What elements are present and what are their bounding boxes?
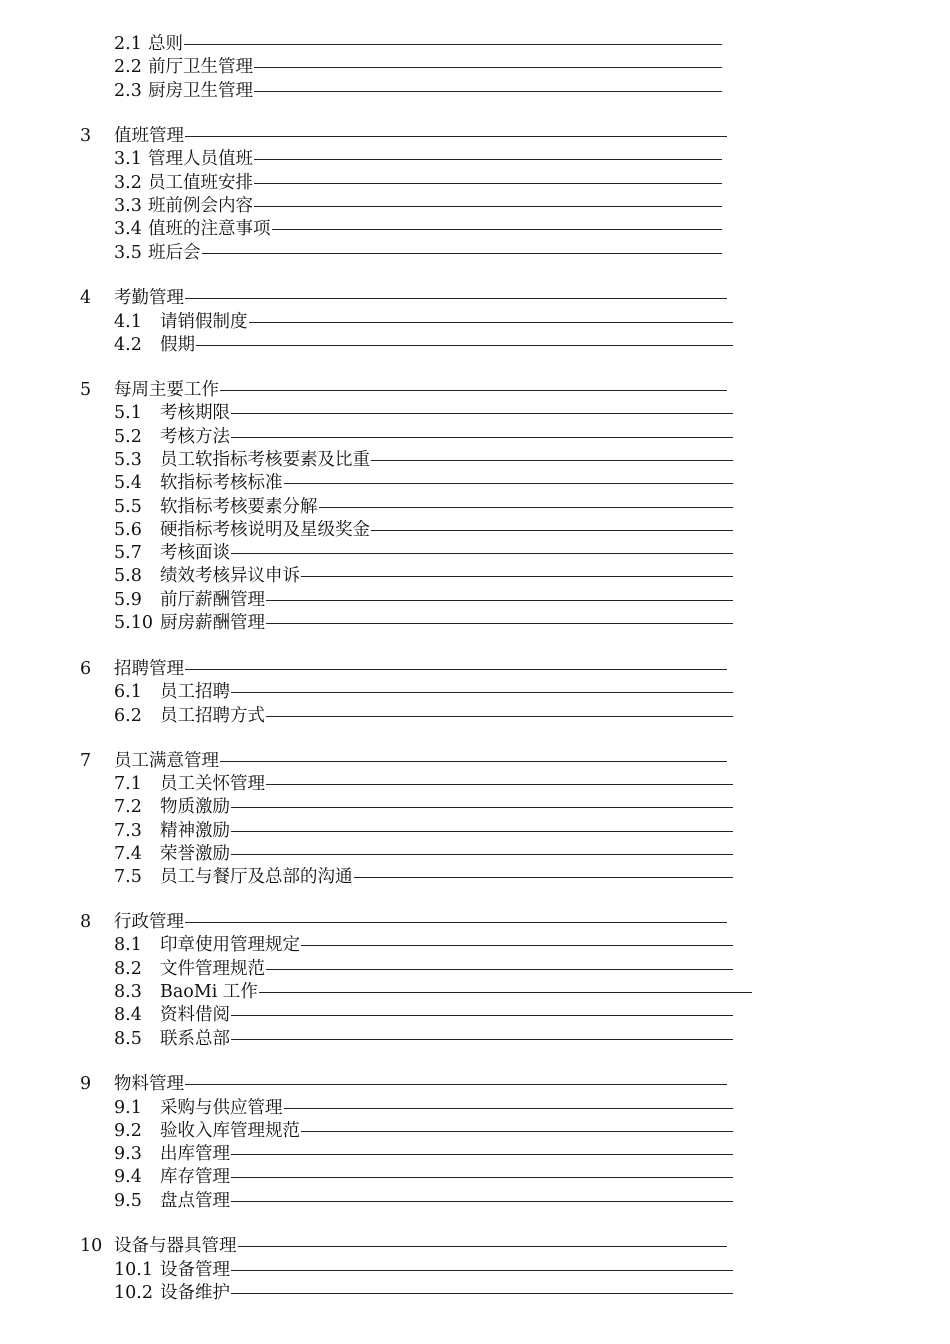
toc-entry[interactable] [114, 194, 722, 218]
toc-entry-title: 考核期限 [160, 403, 230, 423]
toc-entry-title: 招聘管理 [114, 659, 184, 679]
toc-entry-number: 3.1 [114, 149, 142, 169]
toc-entry[interactable] [114, 518, 733, 542]
toc-entry-title: 设备与器具管理 [114, 1236, 237, 1256]
toc-leader-line [354, 877, 734, 878]
toc-entry-title: 前厅卫生管理 [148, 57, 253, 77]
toc-entry[interactable] [114, 957, 733, 981]
toc-entry[interactable] [114, 310, 733, 334]
toc-leader-line [231, 1039, 733, 1040]
toc-entry-number: 7.5 [114, 867, 142, 887]
toc-entry[interactable] [114, 1165, 733, 1189]
toc-entry-number: 8.3 [114, 982, 142, 1002]
toc-leader-line [231, 692, 733, 693]
toc-leader-line [231, 1201, 733, 1202]
toc-entry[interactable] [114, 819, 733, 843]
toc-entry[interactable] [114, 32, 722, 56]
toc-entry-title: 前厅薪酬管理 [160, 590, 265, 610]
toc-leader-line [238, 1246, 728, 1247]
toc-leader-line [231, 437, 733, 438]
toc-entry-number: 8 [80, 912, 92, 932]
toc-entry[interactable] [114, 680, 733, 704]
toc-entry-number: 5.8 [114, 566, 142, 586]
toc-entry[interactable] [114, 588, 733, 612]
toc-entry-number: 8.2 [114, 959, 142, 979]
toc-entry-number: 8.5 [114, 1029, 142, 1049]
toc-entry-number: 5.5 [114, 497, 142, 517]
toc-entry-number: 5.4 [114, 473, 142, 493]
toc-entry-number: 7 [80, 751, 92, 771]
toc-entry[interactable] [114, 1003, 733, 1027]
toc-entry-title: 考核方法 [160, 427, 230, 447]
toc-leader-line [266, 716, 733, 717]
toc-entry-number: 7.2 [114, 797, 142, 817]
toc-entry[interactable] [114, 495, 733, 519]
toc-entry[interactable] [114, 79, 722, 103]
toc-entry-number: 7.4 [114, 844, 142, 864]
toc-leader-line [220, 390, 727, 391]
toc-entry-title: 验收入库管理规范 [160, 1121, 300, 1141]
toc-entry[interactable] [114, 1027, 733, 1051]
toc-entry-title: 精神激励 [160, 821, 230, 841]
toc-entry-number: 5.2 [114, 427, 142, 447]
toc-entry-title: 班前例会内容 [148, 196, 253, 216]
toc-entry-title: 荣誉激励 [160, 844, 230, 864]
toc-entry-number: 7.3 [114, 821, 142, 841]
toc-entry-title: 库存管理 [160, 1167, 230, 1187]
toc-entry-title: 员工满意管理 [114, 751, 219, 771]
toc-leader-line [259, 992, 752, 993]
toc-leader-line [231, 1270, 733, 1271]
toc-entry[interactable] [114, 401, 733, 425]
toc-leader-line [301, 1131, 733, 1132]
toc-leader-line [231, 831, 733, 832]
toc-entry-title: 员工与餐厅及总部的沟通 [160, 867, 353, 887]
toc-entry-number: 5.1 [114, 403, 142, 423]
toc-leader-line [196, 345, 733, 346]
toc-entry[interactable] [80, 749, 727, 773]
toc-entry[interactable] [80, 910, 727, 934]
toc-entry-number: 8.4 [114, 1005, 142, 1025]
toc-entry-title: 绩效考核异议申诉 [160, 566, 300, 586]
toc-entry-title: 物质激励 [160, 797, 230, 817]
toc-entry[interactable] [114, 147, 722, 171]
toc-leader-line [231, 1154, 733, 1155]
toc-leader-line [202, 253, 723, 254]
toc-leader-line [220, 761, 727, 762]
toc-entry-title: 设备维护 [160, 1283, 230, 1303]
toc-entry-number: 10.2 [114, 1283, 153, 1303]
toc-entry-number: 2.2 [114, 57, 142, 77]
toc-leader-line [301, 945, 733, 946]
toc-entry-title: 假期 [160, 335, 195, 355]
toc-entry[interactable] [114, 564, 733, 588]
toc-entry-title: 员工值班安排 [148, 173, 253, 193]
toc-entry[interactable] [114, 772, 733, 796]
toc-leader-line [284, 483, 734, 484]
toc-entry[interactable] [114, 471, 733, 495]
toc-entry[interactable] [114, 795, 733, 819]
toc-entry-title: 设备管理 [160, 1260, 230, 1280]
toc-entry-title: 员工招聘 [160, 682, 230, 702]
toc-entry-title: 员工招聘方式 [160, 706, 265, 726]
toc-entry-number: 3.2 [114, 173, 142, 193]
toc-entry-number: 10 [80, 1236, 103, 1256]
toc-entry-title: 厨房卫生管理 [148, 81, 253, 101]
toc-leader-line [231, 807, 733, 808]
toc-entry-number: 4.2 [114, 335, 142, 355]
toc-entry-title: 软指标考核要素分解 [160, 497, 318, 517]
toc-leader-line [254, 159, 722, 160]
toc-entry-title: 文件管理规范 [160, 959, 265, 979]
toc-leader-line [301, 576, 733, 577]
toc-entry-number: 6 [80, 659, 92, 679]
toc-entry-number: 3.3 [114, 196, 142, 216]
toc-entry[interactable] [114, 704, 733, 728]
toc-entry-number: 9.1 [114, 1098, 142, 1118]
toc-entry-number: 5.3 [114, 450, 142, 470]
toc-entry[interactable] [114, 171, 722, 195]
toc-entry[interactable] [114, 1096, 733, 1120]
toc-entry-number: 9 [80, 1074, 92, 1094]
toc-entry[interactable] [114, 1189, 733, 1213]
toc-entry-title: 总则 [148, 34, 183, 54]
toc-entry-title: 每周主要工作 [114, 380, 219, 400]
toc-leader-line [185, 1084, 727, 1085]
toc-entry[interactable] [114, 217, 722, 241]
toc-entry-number: 2.3 [114, 81, 142, 101]
toc-entry-number: 9.2 [114, 1121, 142, 1141]
toc-leader-line [249, 322, 734, 323]
toc-leader-line [185, 298, 727, 299]
toc-leader-line [254, 91, 722, 92]
toc-entry-number: 3 [80, 126, 92, 146]
toc-entry-number: 5.7 [114, 543, 142, 563]
toc-entry[interactable] [80, 657, 727, 681]
toc-leader-line [371, 460, 733, 461]
toc-entry-number: 7.1 [114, 774, 142, 794]
toc-entry-title: 考核面谈 [160, 543, 230, 563]
toc-entry-number: 6.1 [114, 682, 142, 702]
toc-entry-number: 5.6 [114, 520, 142, 540]
toc-entry-title: 硬指标考核说明及星级奖金 [160, 520, 370, 540]
toc-entry-number: 2.1 [114, 34, 142, 54]
toc-entry[interactable] [80, 124, 727, 148]
toc-leader-line [254, 206, 722, 207]
toc-leader-line [254, 67, 722, 68]
toc-entry-number: 5.10 [114, 613, 153, 633]
toc-entry[interactable] [114, 842, 733, 866]
toc-entry[interactable] [114, 333, 733, 357]
toc-entry-title: 资料借阅 [160, 1005, 230, 1025]
toc-entry-title: 值班管理 [114, 126, 184, 146]
toc-leader-line [185, 922, 727, 923]
toc-entry-title: 盘点管理 [160, 1191, 230, 1211]
toc-leader-line [284, 1108, 734, 1109]
toc-entry[interactable] [114, 1258, 733, 1282]
toc-entry[interactable] [114, 865, 733, 889]
toc-leader-line [266, 623, 733, 624]
toc-leader-line [185, 669, 727, 670]
toc-entry-number: 6.2 [114, 706, 142, 726]
toc-entry[interactable] [114, 980, 752, 1004]
toc-entry-title: 印章使用管理规定 [160, 935, 300, 955]
toc-leader-line [371, 530, 733, 531]
toc-entry-title: 管理人员值班 [148, 149, 253, 169]
toc-entry-number: 8.1 [114, 935, 142, 955]
toc-entry-title: 请销假制度 [160, 312, 248, 332]
toc-entry[interactable] [114, 425, 733, 449]
toc-entry[interactable] [114, 448, 733, 472]
toc-entry-title: 值班的注意事项 [148, 219, 271, 239]
toc-leader-line [231, 553, 733, 554]
toc-entry[interactable] [114, 933, 733, 957]
toc-entry-number: 9.4 [114, 1167, 142, 1187]
toc-entry-title: 考勤管理 [114, 288, 184, 308]
toc-entry[interactable] [114, 241, 722, 265]
toc-entry-title: 班后会 [148, 243, 201, 263]
toc-entry-number: 5.9 [114, 590, 142, 610]
toc-leader-line [266, 784, 733, 785]
toc-leader-line [185, 136, 727, 137]
toc-leader-line [266, 600, 733, 601]
toc-entry[interactable] [80, 1072, 727, 1096]
toc-entry[interactable] [114, 55, 722, 79]
toc-entry[interactable] [114, 611, 733, 635]
toc-entry-number: 5 [80, 380, 92, 400]
toc-entry[interactable] [80, 286, 727, 310]
toc-entry-title: 采购与供应管理 [160, 1098, 283, 1118]
toc-leader-line [184, 44, 722, 45]
toc-entry-number: 3.5 [114, 243, 142, 263]
toc-entry[interactable] [80, 1234, 727, 1258]
toc-entry-number: 10.1 [114, 1260, 153, 1280]
toc-entry[interactable] [114, 541, 733, 565]
toc-entry-number: 9.3 [114, 1144, 142, 1164]
toc-entry-number: 4.1 [114, 312, 142, 332]
toc-entry-title: BaoMi 工作 [160, 982, 258, 1002]
toc-leader-line [231, 1293, 733, 1294]
toc-entry[interactable] [114, 1281, 733, 1305]
toc-leader-line [254, 183, 722, 184]
toc-entry[interactable] [114, 1142, 733, 1166]
toc-leader-line [319, 507, 734, 508]
toc-leader-line [231, 1015, 733, 1016]
toc-entry[interactable] [114, 1119, 733, 1143]
toc-leader-line [231, 413, 733, 414]
toc-entry-title: 软指标考核标准 [160, 473, 283, 493]
toc-entry-title: 厨房薪酬管理 [160, 613, 265, 633]
toc-entry[interactable] [80, 378, 727, 402]
toc-leader-line [272, 229, 723, 230]
toc-leader-line [231, 854, 733, 855]
toc-entry-title: 行政管理 [114, 912, 184, 932]
toc-entry-title: 员工关怀管理 [160, 774, 265, 794]
toc-entry-title: 联系总部 [160, 1029, 230, 1049]
toc-entry-title: 出库管理 [160, 1144, 230, 1164]
toc-entry-number: 4 [80, 288, 92, 308]
toc-entry-title: 员工软指标考核要素及比重 [160, 450, 370, 470]
toc-leader-line [231, 1177, 733, 1178]
toc-entry-number: 3.4 [114, 219, 142, 239]
toc-entry-number: 9.5 [114, 1191, 142, 1211]
toc-leader-line [266, 969, 733, 970]
toc-entry-title: 物料管理 [114, 1074, 184, 1094]
